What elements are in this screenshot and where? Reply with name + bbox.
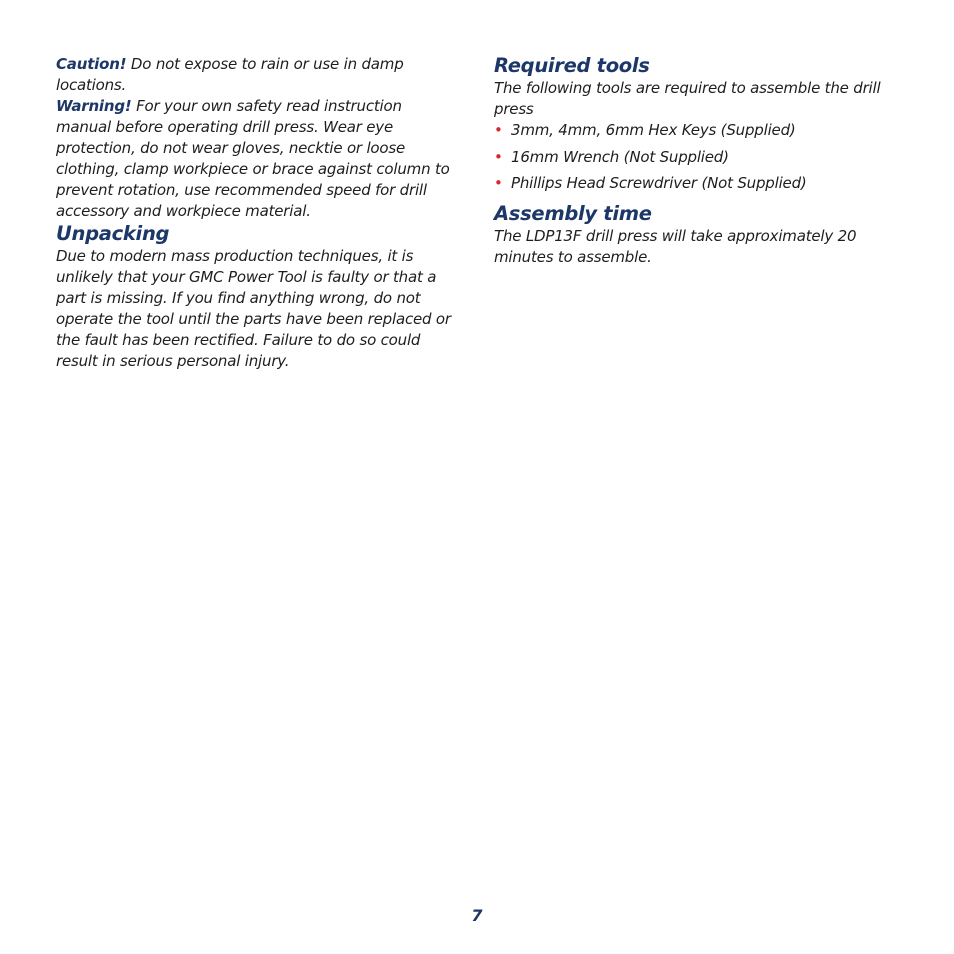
tools-list: [494, 120, 904, 194]
warning-paragraph: [56, 96, 456, 222]
left-column: [56, 54, 456, 372]
right-column: [494, 54, 904, 268]
assembly-time-text: The LDP13F drill press will take approximately 20 minutes to assemble.: [494, 227, 857, 266]
bullet-icon: •: [494, 174, 503, 192]
required-tools-heading: Required tools: [494, 54, 650, 77]
caution-label: Caution!: [56, 55, 127, 73]
bullet-icon: •: [494, 147, 503, 166]
warning-label: Warning!: [56, 97, 132, 115]
warning-text: For your own safety read instruction manual before operating drill press. Wear eye protection, do not wear gloves, necktie or loose clothing, clamp workpiece or brace against column to prevent rotation, use recommended speed for drill accessory and workpiece material.: [56, 97, 450, 220]
list-item: [494, 173, 904, 194]
assembly-time-heading: Assembly time: [494, 202, 652, 225]
unpacking-text: Due to modern mass production techniques, it is unlikely that your GMC Power Tool is faulty or that a part is missing. If you find anything wrong, do not operate the tool until the parts have been replaced or the fault has been rectified. Failure to do so could result in serious personal injury.: [56, 247, 451, 370]
list-item: [494, 147, 904, 168]
required-tools-intro: The following tools are required to assemble the drill press: [494, 79, 881, 118]
tool-item-text: Phillips Head Screwdriver (Not Supplied): [511, 174, 807, 192]
caution-text: Do not expose to rain or use in damp locations.: [56, 55, 404, 94]
list-item: [494, 120, 904, 141]
unpacking-heading: Unpacking: [56, 222, 170, 245]
caution-paragraph: [56, 54, 456, 96]
page-number: 7: [471, 906, 483, 925]
tool-item-text: 3mm, 4mm, 6mm Hex Keys (Supplied): [511, 121, 796, 139]
tool-item-text: 16mm Wrench (Not Supplied): [511, 147, 729, 166]
bullet-icon: •: [494, 121, 503, 139]
